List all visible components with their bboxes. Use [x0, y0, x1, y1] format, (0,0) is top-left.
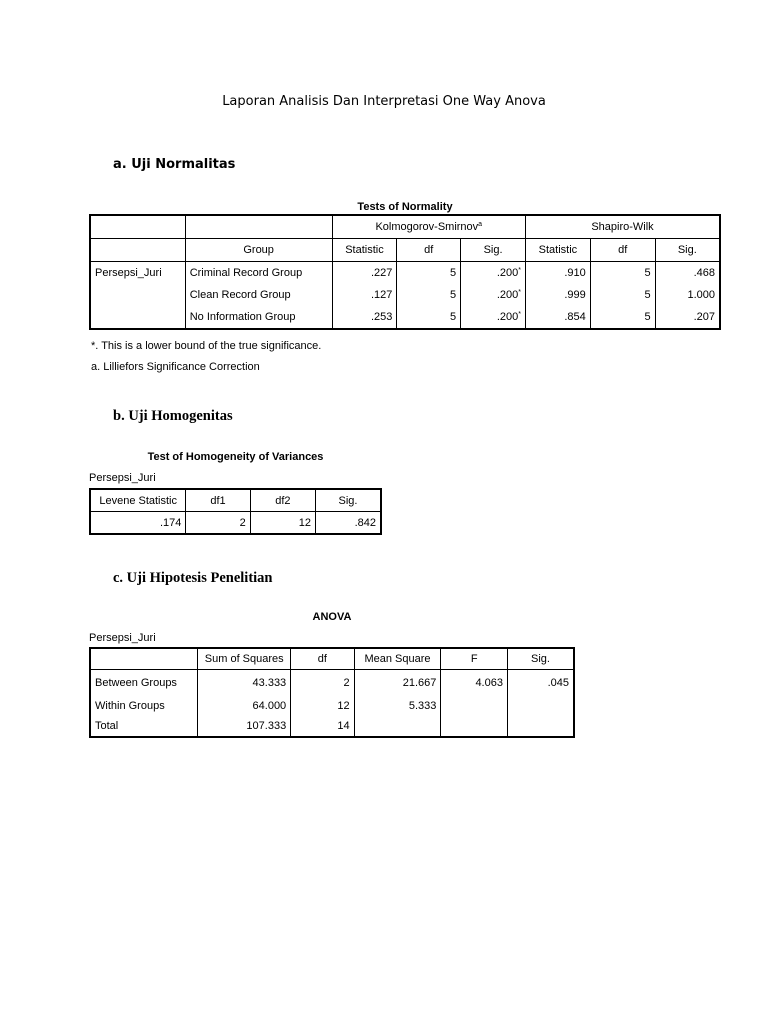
variable-label: Persepsi_Juri: [90, 262, 185, 285]
table-row: Total 107.333 14: [90, 716, 574, 737]
section-heading-hypothesis: c. Uji Hipotesis Penelitian: [113, 570, 273, 586]
anova-header-row: Sum of Squares df Mean Square F Sig.: [90, 648, 574, 670]
normality-table-title: Tests of Normality: [357, 201, 453, 213]
ks-footnote-mark: a: [478, 221, 483, 228]
table-row: Clean Record Group .127 5 .200* .999 5 1.000: [90, 284, 720, 306]
table-row: No Information Group .253 5 .200* .854 5 .207: [90, 306, 720, 329]
anova-table: [89, 647, 575, 738]
table-row: Between Groups 43.333 2 21.667 4.063 .045: [90, 670, 574, 697]
ks-df-header: df: [397, 239, 461, 262]
section-heading-normality: a. Uji Normalitas: [113, 157, 236, 172]
normality-table: [89, 214, 721, 330]
group-label: Clean Record Group: [185, 284, 332, 306]
table-row: .174 2 12 .842: [90, 512, 381, 535]
anova-table-title: ANOVA: [312, 611, 352, 623]
document-title: Laporan Analisis Dan Interpretasi One Way Anova: [222, 94, 546, 109]
group-label: Criminal Record Group: [185, 262, 332, 285]
ks-header: Kolmogorov-Smirnov$^a$: [332, 215, 525, 239]
section-heading-homogeneity: b. Uji Homogenitas: [113, 408, 233, 424]
group-header: Group: [185, 239, 332, 262]
ks-sig-header: Sig.: [461, 239, 526, 262]
group-label: No Information Group: [185, 306, 332, 329]
normality-header-row-2: [90, 239, 720, 262]
homogeneity-variable-label: Persepsi_Juri: [89, 472, 156, 484]
sw-df-header: df: [590, 239, 655, 262]
footnote-lower-bound: *. This is a lower bound of the true significance.: [91, 340, 322, 352]
anova-variable-label: Persepsi_Juri: [89, 632, 156, 644]
table-row: Persepsi_Juri Criminal Record Group .227 5 .200* .910 5 .468: [90, 262, 720, 285]
normality-header-row-1: [90, 215, 720, 239]
sw-header: Shapiro-Wilk: [525, 215, 720, 239]
ks-statistic-header: Statistic: [332, 239, 397, 262]
homogeneity-table: [89, 488, 382, 535]
table-row: Within Groups 64.000 12 5.333: [90, 696, 574, 716]
footnote-lilliefors: a. Lilliefors Significance Correction: [91, 361, 260, 373]
homogeneity-table-title: Test of Homogeneity of Variances: [147, 451, 324, 463]
homogeneity-header-row: Levene Statistic df1 df2 Sig.: [90, 489, 381, 512]
sw-statistic-header: Statistic: [525, 239, 590, 262]
sw-sig-header: Sig.: [655, 239, 720, 262]
